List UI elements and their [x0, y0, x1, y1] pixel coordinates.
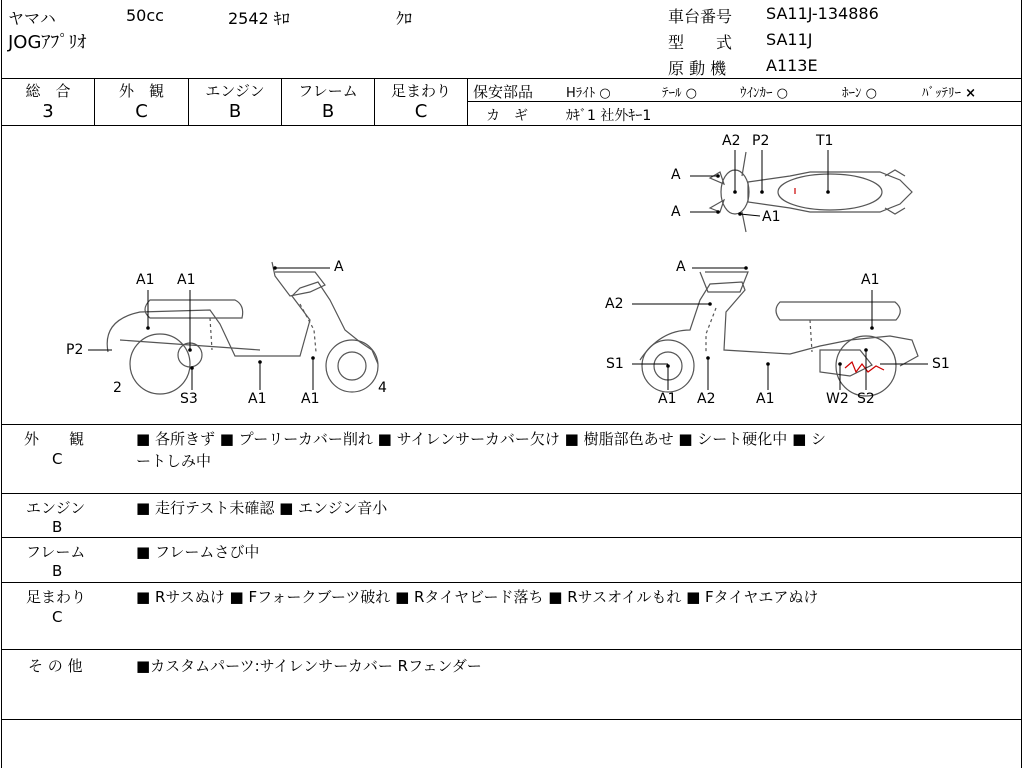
displacement: 50cc [126, 6, 164, 25]
label-right-a1: A1 [861, 272, 880, 288]
label-top-a: A [671, 167, 681, 183]
notes-top-rule [1, 424, 1022, 425]
notes-rule [1, 493, 1022, 494]
label-top-p2: P2 [752, 133, 770, 149]
label-left-a1: A1 [136, 272, 155, 288]
safety-item-horn: ﾎｰﾝ ○ [842, 86, 877, 101]
note-text-exterior: ■ 各所きず ■ プーリーカバー削れ ■ サイレンサーカバー欠け ■ 樹脂部色あせ ■ シート硬化中 ■ シ [136, 430, 827, 448]
grade-engine-label: エンジン [205, 82, 265, 100]
note-grade-frame: B [52, 562, 63, 580]
label-top-a2: A2 [722, 133, 741, 149]
top-scooter-drawing [710, 152, 912, 232]
type-value: SA11J [766, 30, 813, 49]
grade-frame-value: B [321, 101, 335, 122]
safety-item-winker: ｳｲﾝｶｰ ○ [740, 86, 788, 101]
note-grade-exterior: C [52, 450, 63, 468]
safety-label: 保安部品 [473, 83, 534, 101]
notes-rule [1, 582, 1022, 583]
label-right-s1: S1 [932, 356, 950, 372]
grade-overall-label: 総 合 [25, 82, 71, 100]
right-scooter-drawing [640, 272, 918, 396]
grade-frame-label: フレーム [298, 82, 358, 100]
note-text-frame: ■ フレームさび中 [136, 543, 260, 561]
note-text-engine: ■ 走行テスト未確認 ■ エンジン音小 [136, 499, 388, 517]
grade-exterior-value: C [135, 101, 148, 122]
note-grade-engine: B [52, 518, 63, 536]
engine-label: 原 動 機 [668, 59, 727, 78]
grade-suspension-value: C [414, 101, 428, 122]
note-text-other: ■カスタムパーツ:サイレンサーカバー Rフェンダー [136, 657, 482, 675]
label-right-s1: S1 [606, 356, 624, 372]
label-right-a2: A2 [605, 296, 624, 312]
maker: ヤマハ [8, 9, 56, 28]
note-grade-suspension: C [52, 608, 63, 626]
note-text-suspension: ■ Rサスぬけ ■ Fフォークブーツ破れ ■ Rタイヤビード落ち ■ Rサスオイルもれ ■ Fタイヤエアぬけ [136, 588, 819, 606]
safety-item-headlight: Hﾗｲﾄ ○ [566, 86, 611, 101]
safety-mid-rule [467, 101, 1022, 102]
grade-engine-value: B [228, 101, 242, 122]
label-top-t1: T1 [816, 133, 834, 149]
safety-item-tail: ﾃｰﾙ ○ [662, 86, 697, 101]
grade-overall-value: 3 [42, 101, 54, 122]
note-category-engine: エンジン [26, 499, 86, 517]
key-label: カ ギ [486, 108, 528, 124]
dots [146, 174, 874, 370]
grade-top-rule [1, 78, 1022, 79]
type-label: 型 式 [668, 33, 733, 52]
label-left-a1: A1 [177, 272, 196, 288]
label-right-s2: S2 [857, 391, 875, 407]
label-left-a1: A1 [301, 391, 320, 407]
label-right-a1: A1 [756, 391, 775, 407]
left-leader-lines [88, 268, 330, 390]
notes-rule [1, 537, 1022, 538]
model-name: JOGｱﾌﾟﾘｵ [8, 32, 87, 53]
frame-number-label: 車台番号 [668, 7, 733, 26]
frame-number-value: SA11J-134886 [766, 4, 879, 23]
label-left-a: A [334, 259, 344, 275]
note-category-exterior: 外 観 [24, 430, 85, 448]
label-right-a2: A2 [697, 391, 716, 407]
label-left-a1: A1 [248, 391, 267, 407]
label-left-4: 4 [378, 380, 387, 396]
engine-value: A113E [766, 56, 818, 75]
notes-bottom-rule [1, 719, 1022, 720]
label-top-a: A [671, 204, 681, 220]
color: ｸﾛ [396, 9, 413, 28]
grade-exterior-label: 外 観 [118, 82, 164, 100]
label-right-w2: W2 [826, 391, 849, 407]
note-category-suspension: 足まわり [26, 588, 87, 606]
safety-item-battery: ﾊﾞｯﾃﾘｰ × [922, 86, 977, 101]
label-left-s3: S3 [180, 391, 198, 407]
grade-suspension-label: 足まわり [390, 82, 451, 100]
key-value: ｶｷﾞ1 社外ｷｰ1 [566, 108, 652, 124]
note-category-frame: フレーム [26, 543, 86, 561]
note-text-exterior-line2: ートしみ中 [136, 452, 212, 470]
label-right-a: A [676, 259, 686, 275]
note-category-other: そ の 他 [28, 657, 83, 675]
mileage: 2542 ｷﾛ [228, 9, 290, 28]
label-left-p2: P2 [66, 342, 84, 358]
notes-rule [1, 649, 1022, 650]
top-leader-lines [690, 150, 828, 216]
label-top-a1: A1 [762, 209, 781, 225]
label-right-a1: A1 [658, 391, 677, 407]
grade-divider [467, 78, 468, 126]
right-leader-lines [632, 268, 928, 390]
label-left-2: 2 [113, 380, 122, 396]
